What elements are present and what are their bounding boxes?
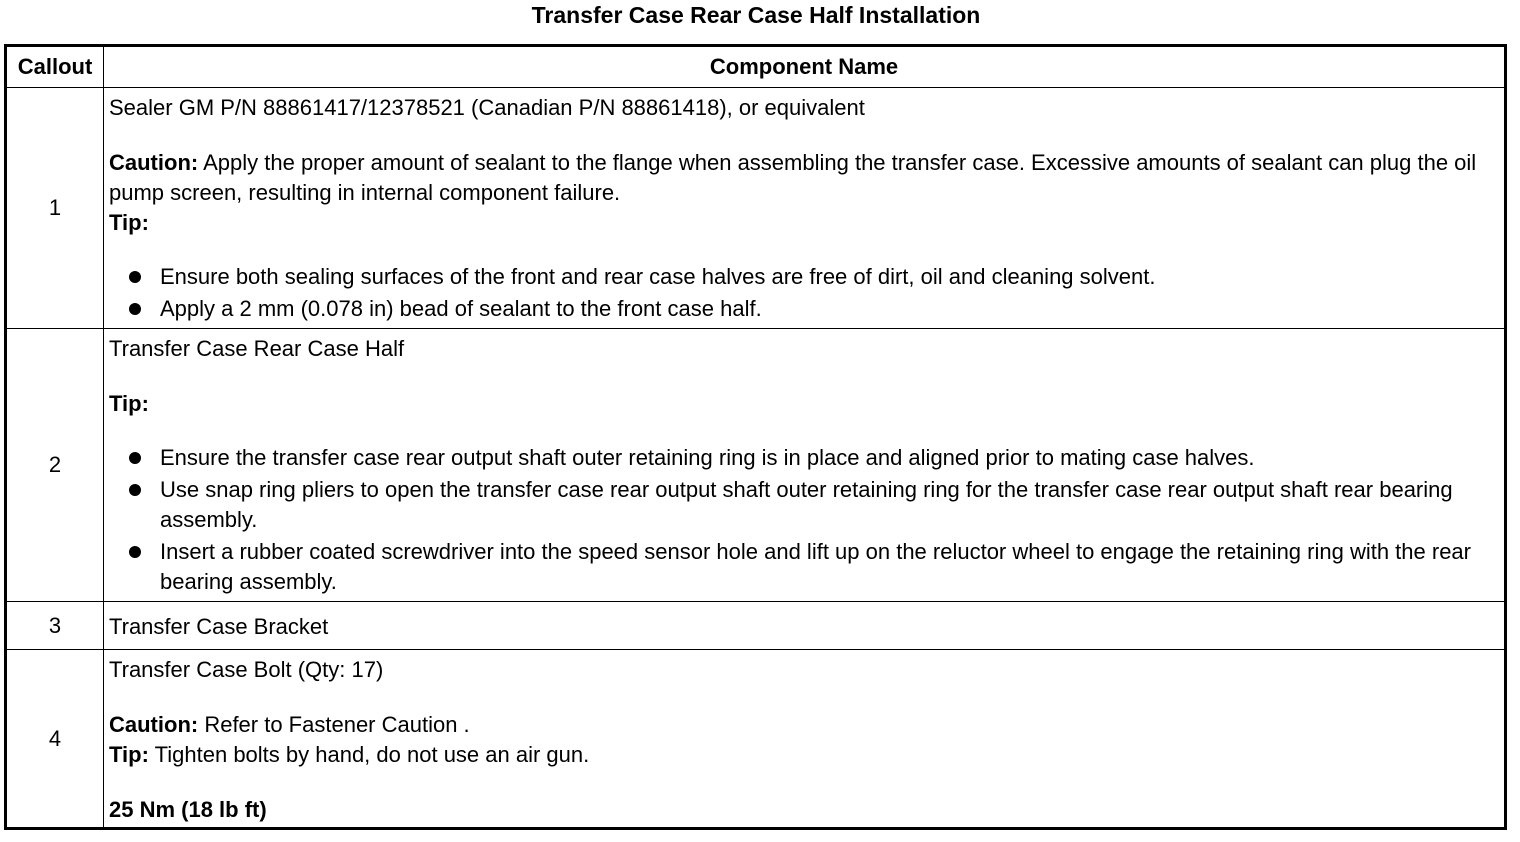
caution-label: Caution: [109,712,199,737]
tip-label: Tip: [109,210,149,235]
torque-spec [109,795,1490,825]
caution-note [109,710,1490,740]
tip-label: Tip: [109,742,149,767]
list-item [129,475,1490,535]
tip-text: Apply a 2 mm (0.078 in) bead of sealant to the front case half. [160,296,762,321]
bullet-icon [129,484,141,496]
table-header-row [6,46,1506,88]
tip-heading [109,389,1490,419]
bullet-icon [129,303,141,315]
torque-value: 25 Nm (18 lb ft) [109,797,267,822]
tip-text: Ensure the transfer case rear output shaft outer retaining ring is in place and aligned prior to mating case halves. [160,445,1255,470]
bullet-icon [129,452,141,464]
list-item [129,262,1490,292]
list-item [129,443,1490,473]
component-cell [104,650,1506,829]
callout-number: 3 [6,602,104,650]
callout-number: 1 [6,88,104,329]
component-name: Transfer Case Rear Case Half [109,336,405,361]
tip-text: Insert a rubber coated screwdriver into the speed sensor hole and lift up on the reluctor wheel to engage the retaining ring with the rear bearing assembly. [160,539,1471,594]
bullet-icon [129,546,141,558]
list-item [129,537,1490,597]
table-row [6,88,1506,329]
callout-table [4,44,1507,830]
tip-text: Ensure both sealing surfaces of the front and rear case halves are free of dirt, oil and cleaning solvent. [160,264,1156,289]
callout-number: 2 [6,329,104,602]
document-title: Transfer Case Rear Case Half Installation [531,2,981,28]
tip-heading [109,208,1490,238]
component-cell [104,88,1506,329]
component-name: Sealer GM P/N 88861417/12378521 (Canadian P/N 88861418), or equivalent [109,95,865,120]
component-cell [104,602,1506,650]
caution-text: Apply the proper amount of sealant to the flange when assembling the transfer case. Excessive amounts of sealant can plug the oil pump screen, resulting in internal component failure. [109,150,1477,205]
column-header-component-name: Component Name [104,46,1506,88]
table-row [6,650,1506,829]
caution-note [109,148,1490,208]
component-cell [104,329,1506,602]
caution-label: Caution: [109,150,199,175]
list-item [129,294,1490,324]
table-row [6,602,1506,650]
callout-number: 4 [6,650,104,829]
caution-text: Refer to Fastener Caution . [198,712,470,737]
tip-list [109,443,1490,597]
table-row [6,329,1506,602]
tip-label: Tip: [109,391,149,416]
component-name: Transfer Case Bolt (Qty: 17) [109,657,384,682]
tip-text: Tighten bolts by hand, do not use an air gun. [148,742,590,767]
column-header-callout: Callout [6,46,104,88]
tip-text: Use snap ring pliers to open the transfer case rear output shaft outer retaining ring for the transfer case rear output shaft rear bearing assembly. [160,477,1453,532]
tip-list [109,262,1490,324]
component-name: Transfer Case Bracket [109,614,329,639]
bullet-icon [129,271,141,283]
tip-note [109,740,1490,770]
